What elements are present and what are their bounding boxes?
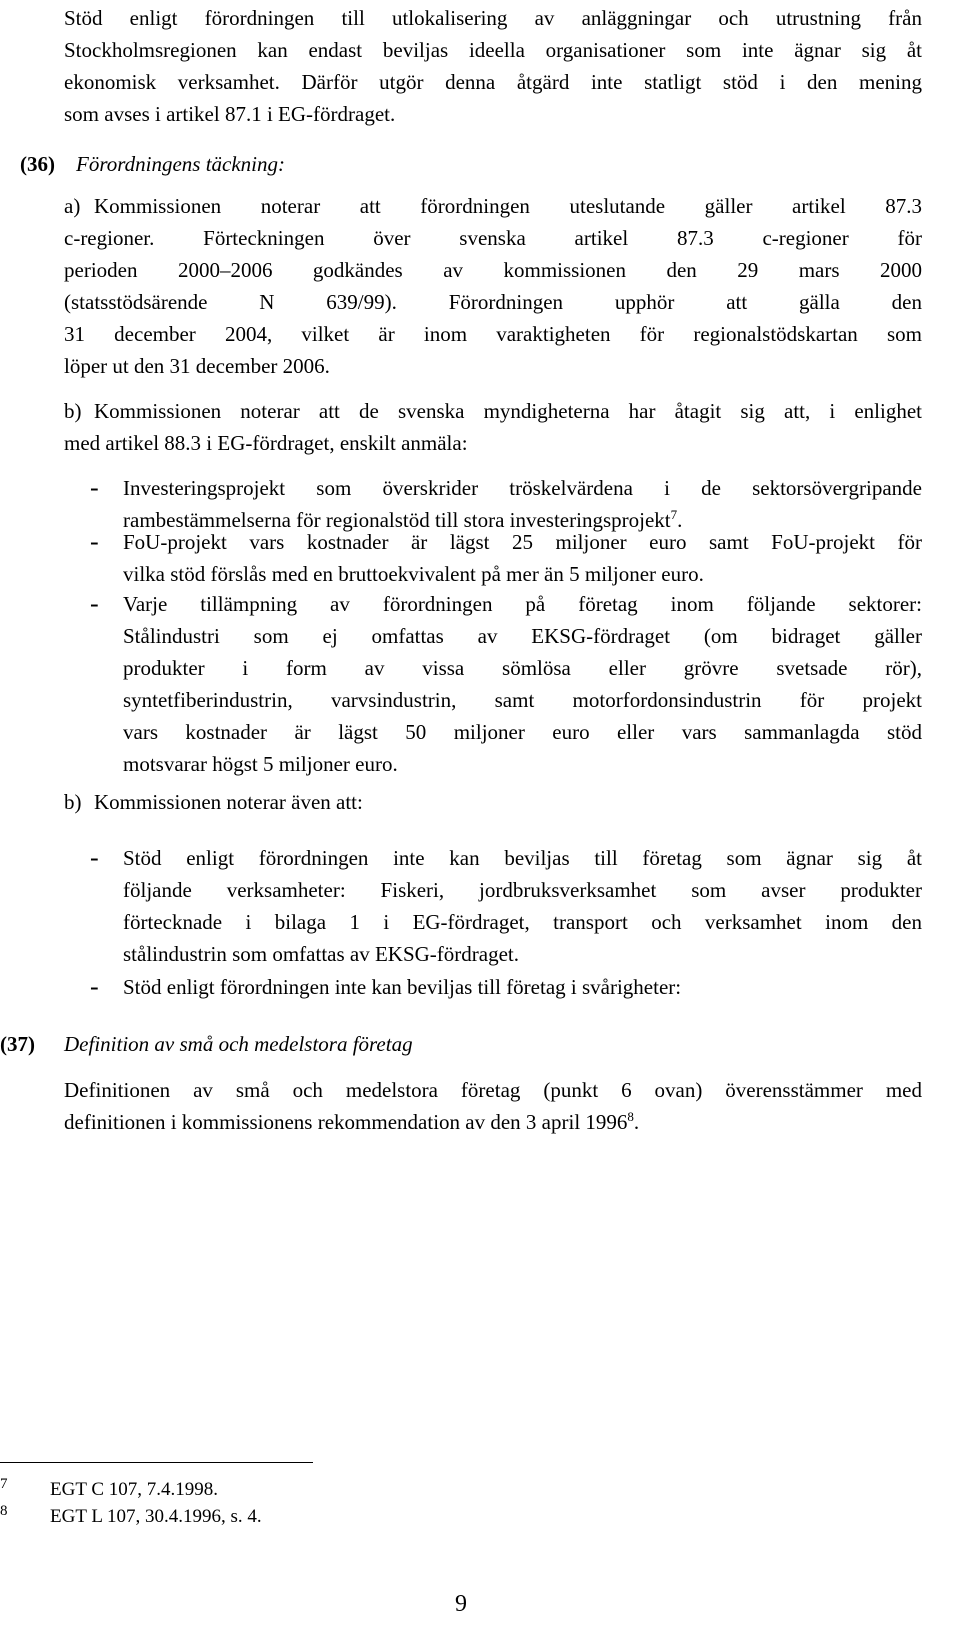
text-line: Varje tillämpning av förordningen på företag inom följande sektorer: bbox=[123, 592, 922, 616]
text-line: Investeringsprojekt som överskrider tröskelvärdena i de sektorsövergripande bbox=[123, 476, 922, 500]
footnote-divider bbox=[0, 1462, 313, 1463]
text-line: Stöd enligt förordningen inte kan beviljas till företag i svårigheter: bbox=[123, 975, 682, 999]
text-line: perioden 2000–2006 godkändes av kommissionen den 29 mars 2000 bbox=[64, 258, 922, 282]
text-line: (statsstödsärende N 639/99). Förordningen upphör att gälla den bbox=[64, 290, 922, 314]
text-tail: . bbox=[633, 1110, 640, 1134]
section-title: Förordningens täckning: bbox=[76, 152, 285, 176]
section-number: (37) bbox=[0, 1032, 35, 1056]
text-line: Stålindustri som ej omfattas av EKSG-fördraget (om bidraget gäller bbox=[123, 624, 922, 648]
item-label: b) bbox=[64, 399, 82, 423]
dash-bullet: - bbox=[90, 527, 99, 556]
footnote-text: EGT L 107, 30.4.1996, s. 4. bbox=[50, 1506, 262, 1527]
page-number: 9 bbox=[455, 1591, 467, 1617]
text-line: som avses i artikel 87.1 i EG-fördraget. bbox=[64, 102, 396, 126]
text-line: följande verksamheter: Fiskeri, jordbruksverksamhet som avser produkter bbox=[123, 878, 922, 902]
text-line: syntetfiberindustrin, varvsindustrin, samt motorfordonsindustrin för projekt bbox=[123, 688, 922, 712]
text-line: Kommissionen noterar att förordningen uteslutande gäller artikel 87.3 bbox=[94, 194, 922, 218]
text-line: c-regioner. Förteckningen över svenska artikel 87.3 c-regioner för bbox=[64, 226, 922, 250]
dash-bullet: - bbox=[90, 589, 99, 618]
footnote-number: 8 bbox=[0, 1503, 8, 1519]
intro-paragraph bbox=[64, 2, 922, 130]
text-line: produkter i form av vissa sömlösa eller grövre svetsade rör), bbox=[123, 656, 922, 680]
text-line: vilka stöd förslås med en bruttoekvivalent på mer än 5 miljoner euro. bbox=[123, 562, 704, 586]
text-line: motsvarar högst 5 miljoner euro. bbox=[123, 752, 398, 776]
text-line: Kommissionen noterar att de svenska myndigheterna har åtagit sig att, i enlighet bbox=[94, 399, 922, 423]
section-number: (36) bbox=[20, 152, 55, 176]
text-line: Stöd enligt förordningen inte kan beviljas till företag som ägnar sig åt bbox=[123, 846, 922, 870]
footnote-ref: 7 bbox=[670, 507, 678, 522]
item-label: b) bbox=[64, 790, 82, 814]
text-line: Stöd enligt förordningen till utlokalisering av anläggningar och utrustning från bbox=[64, 6, 922, 30]
footnote-ref: 8 bbox=[627, 1109, 634, 1124]
footnote-number: 7 bbox=[0, 1476, 8, 1492]
item-label: a) bbox=[64, 194, 81, 218]
text-line: Definitionen av små och medelstora företag (punkt 6 ovan) överensstämmer med bbox=[64, 1078, 922, 1102]
text-line: ekonomisk verksamhet. Därför utgör denna åtgärd inte statligt stöd i den mening bbox=[64, 70, 922, 94]
text-line: FoU-projekt vars kostnader är lägst 25 miljoner euro samt FoU-projekt för bbox=[123, 530, 922, 554]
dash-bullet: - bbox=[90, 972, 99, 1001]
text-line: vars kostnader är lägst 50 miljoner euro eller vars sammanlagda stöd bbox=[123, 720, 922, 744]
text-tail: . bbox=[677, 508, 683, 532]
dash-bullet: - bbox=[90, 843, 99, 872]
text-line: förtecknade i bilaga 1 i EG-fördraget, transport och verksamhet inom den bbox=[123, 910, 922, 934]
text-line: med artikel 88.3 i EG-fördraget, enskilt anmäla: bbox=[64, 431, 468, 455]
text-line: definitionen i kommissionens rekommendation av den 3 april 1996 bbox=[64, 1110, 628, 1134]
text-line: löper ut den 31 december 2006. bbox=[64, 354, 330, 378]
section-36-item-b2 bbox=[64, 786, 922, 818]
text-line: 31 december 2004, vilket är inom varaktigheten för regionalstödskartan som bbox=[64, 322, 922, 346]
text-line: Stockholmsregionen kan endast beviljas ideella organisationer som inte ägnar sig åt bbox=[64, 38, 922, 62]
text-line: rambestämmelserna för regionalstöd till stora investeringsprojekt bbox=[123, 508, 671, 532]
section-37-paragraph bbox=[64, 1074, 922, 1138]
text-line: stålindustrin som omfattas av EKSG-fördraget. bbox=[123, 942, 520, 966]
footnote-text: EGT C 107, 7.4.1998. bbox=[50, 1479, 219, 1500]
dash-bullet: - bbox=[90, 473, 99, 502]
section-title: Definition av små och medelstora företag bbox=[64, 1032, 413, 1056]
text-line: Kommissionen noterar även att: bbox=[94, 790, 363, 814]
